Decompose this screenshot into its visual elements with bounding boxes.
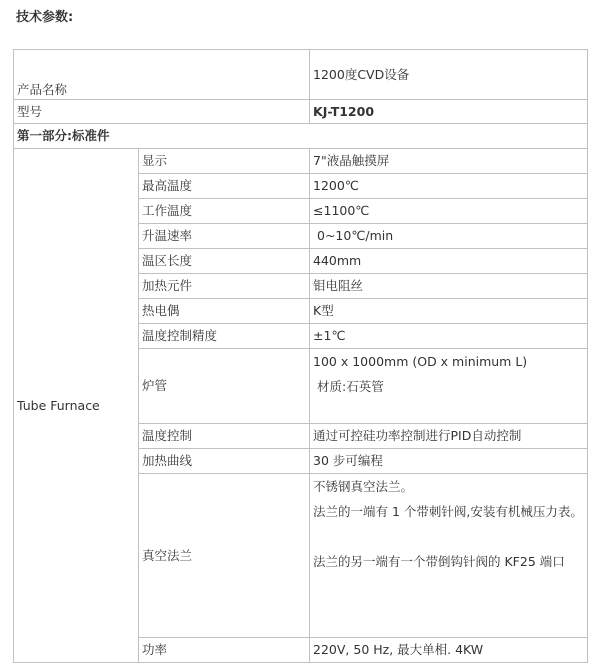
accuracy-label: 温度控制精度 [139,324,310,349]
work-temp-value: ≤1100℃ [310,199,588,224]
flange-line-3: 法兰的另一端有一个带倒钩针阀的 KF25 端口 [313,554,565,569]
power-value: 220V, 50 Hz, 最大单相. 4KW [310,638,588,663]
display-value: 7"液晶触摸屏 [310,149,588,174]
heating-rate-value: 0~10℃/min [310,224,588,249]
power-label: 功率 [139,638,310,663]
tube-label: 炉管 [139,349,310,424]
temp-control-value: 通过可控硅功率控制进行PID自动控制 [310,424,588,449]
display-label: 显示 [139,149,310,174]
table-row [14,50,588,100]
heating-element-value: 钼电阻丝 [310,274,588,299]
max-temp-label: 最高温度 [139,174,310,199]
tube-size: 100 x 1000mm (OD x minimum L) [313,354,528,369]
tube-material: 材质:石英管 [313,379,384,394]
model-label: 型号 [14,100,310,124]
thermocouple-label: 热电偶 [139,299,310,324]
flange-value [310,474,588,638]
flange-line-1: 不锈钢真空法兰。 [313,479,414,494]
spec-heading: 技术参数: [16,10,74,25]
tube-value [310,349,588,424]
temp-control-label: 温度控制 [139,424,310,449]
group-label: Tube Furnace [14,149,139,663]
model-value: KJ-T1200 [310,100,588,124]
flange-line-2: 法兰的一端有 1 个带刺针阀,安装有机械压力表。 [313,504,583,519]
table-row [14,124,588,149]
table-row [14,100,588,124]
product-name-value: 1200度CVD设备 [310,50,588,100]
max-temp-value: 1200℃ [310,174,588,199]
accuracy-value: ±1℃ [310,324,588,349]
spec-table [13,49,588,663]
work-temp-label: 工作温度 [139,199,310,224]
heating-element-label: 加热元件 [139,274,310,299]
product-name-label: 产品名称 [14,50,310,100]
flange-label: 真空法兰 [139,474,310,638]
thermocouple-value: K型 [310,299,588,324]
section-title: 第一部分:标准件 [14,124,588,149]
zone-length-value: 440mm [310,249,588,274]
zone-length-label: 温区长度 [139,249,310,274]
heating-rate-label: 升温速率 [139,224,310,249]
curve-value: 30 步可编程 [310,449,588,474]
table-row [14,149,588,174]
curve-label: 加热曲线 [139,449,310,474]
